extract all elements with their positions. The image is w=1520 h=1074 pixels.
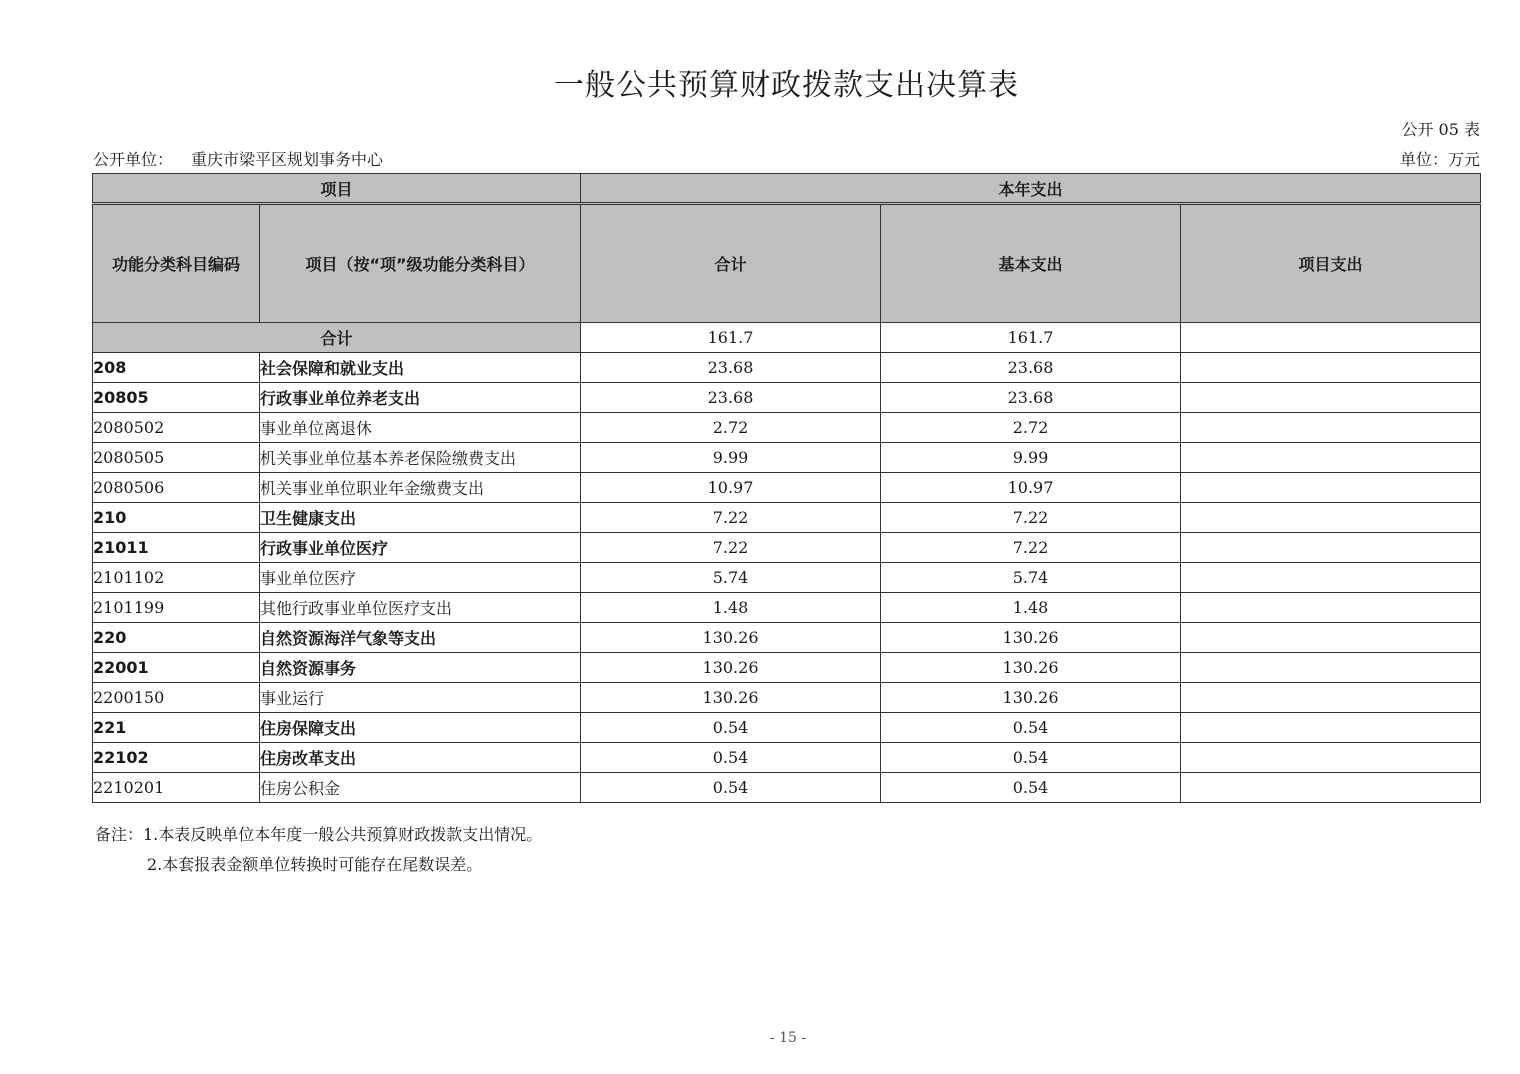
row-name: 机关事业单位基本养老保险缴费支出 — [260, 443, 581, 473]
row-code: 210 — [93, 503, 260, 533]
row-code: 21011 — [93, 533, 260, 563]
row-name: 其他行政事业单位医疗支出 — [260, 593, 581, 623]
row-project — [1181, 713, 1481, 743]
header-total: 合计 — [581, 204, 881, 323]
row-total: 0.54 — [581, 713, 881, 743]
row-basic: 7.22 — [881, 533, 1181, 563]
table-row — [93, 593, 1481, 623]
expenditure-table — [92, 173, 1481, 803]
total-row — [93, 323, 1481, 353]
row-name: 住房改革支出 — [260, 743, 581, 773]
row-total: 2.72 — [581, 413, 881, 443]
row-project — [1181, 353, 1481, 383]
row-project — [1181, 683, 1481, 713]
row-basic: 5.74 — [881, 563, 1181, 593]
row-basic: 130.26 — [881, 653, 1181, 683]
header-project-expense: 项目支出 — [1181, 204, 1481, 323]
row-total: 130.26 — [581, 653, 881, 683]
row-project — [1181, 503, 1481, 533]
unit-info — [93, 147, 383, 170]
row-name: 卫生健康支出 — [260, 503, 581, 533]
note-2: 2.本套报表金额单位转换时可能存在尾数误差。 — [147, 855, 483, 874]
total-label: 合计 — [93, 323, 581, 353]
row-project — [1181, 623, 1481, 653]
row-project — [1181, 773, 1481, 803]
row-basic: 1.48 — [881, 593, 1181, 623]
row-basic: 23.68 — [881, 383, 1181, 413]
row-project — [1181, 383, 1481, 413]
row-basic: 0.54 — [881, 713, 1181, 743]
table-row — [93, 683, 1481, 713]
row-basic: 130.26 — [881, 683, 1181, 713]
table-row — [93, 563, 1481, 593]
row-project — [1181, 653, 1481, 683]
row-project — [1181, 743, 1481, 773]
row-project — [1181, 593, 1481, 623]
row-name: 事业运行 — [260, 683, 581, 713]
page-number: - 15 - — [769, 1030, 807, 1046]
row-basic: 0.54 — [881, 743, 1181, 773]
row-name: 行政事业单位医疗 — [260, 533, 581, 563]
row-name: 机关事业单位职业年金缴费支出 — [260, 473, 581, 503]
row-total: 130.26 — [581, 683, 881, 713]
table-row — [93, 443, 1481, 473]
row-name: 住房保障支出 — [260, 713, 581, 743]
row-code: 208 — [93, 353, 260, 383]
header-project: 项目 — [93, 174, 581, 204]
row-code: 2101199 — [93, 593, 260, 623]
header-current-year: 本年支出 — [581, 174, 1481, 204]
row-total: 23.68 — [581, 353, 881, 383]
row-name: 社会保障和就业支出 — [260, 353, 581, 383]
row-name: 住房公积金 — [260, 773, 581, 803]
row-code: 2200150 — [93, 683, 260, 713]
row-total: 1.48 — [581, 593, 881, 623]
header-item: 项目（按“项”级功能分类科目） — [260, 204, 581, 323]
header-basic: 基本支出 — [881, 204, 1181, 323]
table-row — [93, 773, 1481, 803]
header-row-group — [93, 174, 1481, 204]
total-project — [1181, 323, 1481, 353]
row-code: 2080502 — [93, 413, 260, 443]
row-basic: 130.26 — [881, 623, 1181, 653]
row-name: 自然资源事务 — [260, 653, 581, 683]
row-basic: 10.97 — [881, 473, 1181, 503]
total-amount: 161.7 — [581, 323, 881, 353]
table-row — [93, 533, 1481, 563]
table-row — [93, 743, 1481, 773]
row-code: 220 — [93, 623, 260, 653]
row-total: 10.97 — [581, 473, 881, 503]
unit-line — [93, 147, 1480, 169]
table-row — [93, 473, 1481, 503]
row-project — [1181, 413, 1481, 443]
header-code: 功能分类科目编码 — [93, 204, 260, 323]
row-total: 130.26 — [581, 623, 881, 653]
row-total: 7.22 — [581, 503, 881, 533]
note-1: 备注：1.本表反映单位本年度一般公共预算财政拨款支出情况。 — [95, 825, 543, 844]
row-total: 0.54 — [581, 743, 881, 773]
currency-unit: 单位：万元 — [1399, 150, 1480, 169]
row-total: 23.68 — [581, 383, 881, 413]
row-basic: 7.22 — [881, 503, 1181, 533]
table-row — [93, 623, 1481, 653]
table-row — [93, 653, 1481, 683]
page-title: 一般公共预算财政拨款支出决算表 — [554, 68, 1019, 103]
row-code: 20805 — [93, 383, 260, 413]
table-row — [93, 383, 1481, 413]
row-total: 5.74 — [581, 563, 881, 593]
header-row-columns — [93, 204, 1481, 323]
row-total: 0.54 — [581, 773, 881, 803]
row-project — [1181, 563, 1481, 593]
row-basic: 0.54 — [881, 773, 1181, 803]
row-project — [1181, 533, 1481, 563]
table-number: 公开 05 表 — [1401, 120, 1480, 139]
row-project — [1181, 473, 1481, 503]
table-row — [93, 503, 1481, 533]
row-basic: 23.68 — [881, 353, 1181, 383]
row-code: 2080506 — [93, 473, 260, 503]
row-code: 221 — [93, 713, 260, 743]
row-project — [1181, 443, 1481, 473]
row-code: 22001 — [93, 653, 260, 683]
total-basic: 161.7 — [881, 323, 1181, 353]
table-row — [93, 713, 1481, 743]
row-code: 2101102 — [93, 563, 260, 593]
row-basic: 2.72 — [881, 413, 1181, 443]
row-code: 22102 — [93, 743, 260, 773]
row-total: 9.99 — [581, 443, 881, 473]
row-name: 事业单位医疗 — [260, 563, 581, 593]
unit-name: 重庆市梁平区规划事务中心 — [191, 150, 384, 169]
table-row — [93, 353, 1481, 383]
row-code: 2210201 — [93, 773, 260, 803]
row-name: 事业单位离退休 — [260, 413, 581, 443]
notes — [95, 820, 542, 880]
unit-label: 公开单位： — [93, 150, 174, 169]
table-row — [93, 413, 1481, 443]
row-code: 2080505 — [93, 443, 260, 473]
row-basic: 9.99 — [881, 443, 1181, 473]
row-name: 自然资源海洋气象等支出 — [260, 623, 581, 653]
row-total: 7.22 — [581, 533, 881, 563]
row-name: 行政事业单位养老支出 — [260, 383, 581, 413]
